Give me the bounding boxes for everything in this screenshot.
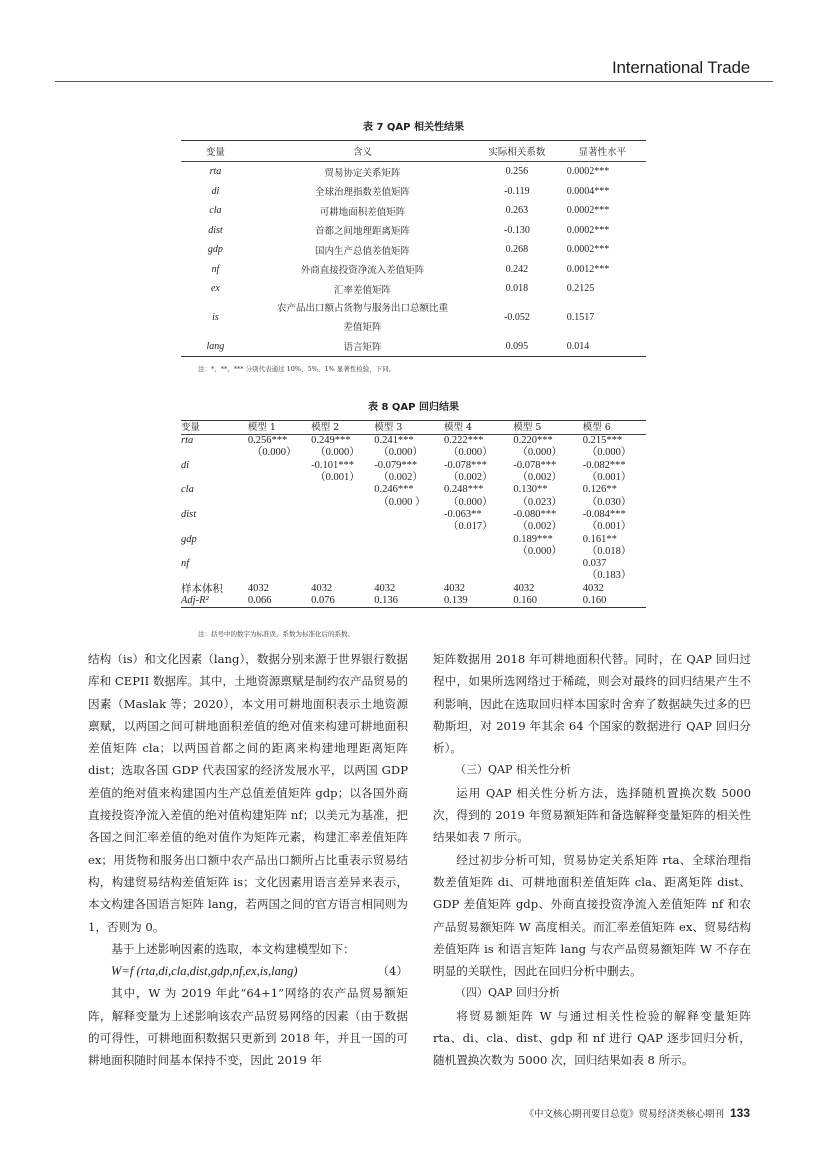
table8-row-coefficient <box>181 484 646 496</box>
table7-cell-significance: 0.0002*** <box>566 244 610 256</box>
table8-cell-coefficient: -0.078*** <box>513 459 557 471</box>
table7-cell-meaning: 国内生产总值差值矩阵 <box>314 245 410 257</box>
table8-cell-std-error <box>248 546 311 558</box>
table7-row <box>181 260 646 280</box>
table8-cell-std-error: （0.017） <box>447 521 493 533</box>
table8-cell-std-error: （0.001） <box>586 472 632 484</box>
table7-header-meaning: 含义 <box>250 141 475 162</box>
table8-cell-coefficient: 0.161** <box>582 533 617 545</box>
table8-cell-coefficient: 0.126** <box>582 484 617 496</box>
table7-cell-variable: gdp <box>207 244 223 256</box>
table7-cell-meaning: 语言矩阵 <box>250 337 475 357</box>
page-number: 133 <box>729 1106 750 1120</box>
table8-cell-std-error <box>248 472 311 484</box>
table7-cell-correlation: 0.263 <box>505 205 529 217</box>
right-column <box>433 648 751 1072</box>
table7-meaning-line: 农产品出口额占货物与服务出口总额比重 <box>276 302 448 314</box>
table7-cell-meaning: 外商直接投资净流入差值矩阵 <box>300 265 425 277</box>
table8-cell-coefficient: 0.249*** <box>311 435 351 447</box>
table8-cell-coefficient <box>311 558 374 570</box>
table8-caption: 表 8 QAP 回归结果 <box>368 402 459 413</box>
table8-cell-sample: 4032 <box>374 582 396 594</box>
table7-cell-meaning: 可耕地面积差值矩阵 <box>319 206 406 218</box>
table7-cell-meaning: 首都之间地理距离矩阵 <box>314 226 410 238</box>
table8-cell-variable: di <box>181 459 190 471</box>
table8-cell-std-error <box>311 496 374 508</box>
table8-row-std-error <box>181 472 646 484</box>
table7-cell-meaning: 贸易协定关系矩阵 <box>324 167 401 179</box>
right-paragraph-4: 将贸易额矩阵 W 与通过相关性检验的解释变量矩阵 rta、di、cla、dist、gdp 和 nf 进行 QAP 逐步回归分析，随机置换次数为 5000 次，回归结果如表 8 所示。 <box>433 1008 751 1068</box>
table8-header-model-6: 模型 6 <box>583 421 646 435</box>
table8-cell-coefficient: -0.082*** <box>582 459 626 471</box>
table8-cell-std-error <box>444 546 513 558</box>
right-paragraph-3: 经过初步分析可知，贸易协定关系矩阵 rta、全球治理指数差值矩阵 di、可耕地面积差值矩阵 cla、距离矩阵 dist、GDP 差值矩阵 gdp、外商直接投资净流入差值矩阵 nf 和农产品贸易额矩阵 W 高度相关。而汇率差值矩阵 ex、贸易结构差值矩阵 is 和语言矩阵 lang 与农产品贸易额矩阵 W 不存在明显的关联性，因此在回归分析中删去。 <box>433 852 751 979</box>
table8-row-std-error <box>181 570 646 582</box>
table7-cell-correlation: 0.095 <box>475 337 559 357</box>
right-paragraph-1: 矩阵数据用 2018 年可耕地面积代替。同时，在 QAP 回归过程中，如果所选网络过于稀疏，则会对最终的回归结果产生不利影响，因此在选取回归样本国家时舍弃了数据缺失过多的巴勒斯坦，对 2019 年其余 64 个国家的数据进行 QAP 回归分析）。 <box>433 652 751 756</box>
table8-cell-std-error <box>248 521 311 533</box>
table8-cell-coefficient <box>248 533 311 545</box>
table8-cell-coefficient: 0.220*** <box>513 435 553 447</box>
table8-cell-sample: 4032 <box>582 582 604 594</box>
table8-cell-std-error <box>374 570 444 582</box>
table8-row-coefficient <box>181 509 646 521</box>
table8-cell-empty <box>181 496 248 508</box>
table8-cell-std-error <box>444 570 513 582</box>
table8-cell-adj-r2: 0.076 <box>311 595 374 608</box>
left-column <box>88 648 408 1072</box>
table7-cell-variable: lang <box>181 337 250 357</box>
table7-row <box>181 337 646 357</box>
table8-cell-coefficient: -0.080*** <box>513 508 557 520</box>
table8-cell-std-error <box>248 496 311 508</box>
table8-header-model-3: 模型 3 <box>374 421 444 435</box>
table8-cell-coefficient <box>374 533 444 545</box>
table8-cell-coefficient <box>248 509 311 521</box>
table7-cell-significance: 0.1517 <box>566 312 595 323</box>
table8-cell-std-error: （0.001） <box>315 472 360 484</box>
table7-cell-meaning: 汇率差值矩阵 <box>333 284 391 296</box>
table7-row <box>181 182 646 202</box>
page-footer <box>480 1106 750 1120</box>
table8-sample-label: 样本体积 <box>181 582 223 595</box>
table8-cell-std-error: （0.001） <box>586 521 632 533</box>
table8-header-model-1: 模型 1 <box>248 421 311 435</box>
table8-row-std-error <box>181 546 646 558</box>
table7-cell-variable: ex <box>210 283 220 295</box>
table8-cell-coefficient <box>248 558 311 570</box>
table8-cell-coefficient <box>248 460 311 472</box>
table7-cell-significance: 0.0002*** <box>566 166 610 178</box>
section-heading-4: （四）QAP 回归分析 <box>455 986 560 1000</box>
table8-cell-coefficient: -0.063** <box>443 508 482 520</box>
table7-cell-variable: cla <box>209 205 222 217</box>
table7-cell-variable: is <box>212 312 219 323</box>
table8-cell-coefficient: 0.037 <box>582 558 607 570</box>
table7-header-correlation: 实际相关系数 <box>475 141 559 162</box>
table7-cell-correlation: -0.119 <box>504 185 530 197</box>
table7-row <box>181 279 646 299</box>
table7-cell-meaning: 全球治理指数差值矩阵 <box>314 187 410 199</box>
table8-cell-coefficient: -0.101*** <box>311 459 354 471</box>
table8-cell-empty <box>181 521 248 533</box>
table8-adj-r2-label: Adj-R² <box>181 595 248 608</box>
table8-cell-coefficient: 0.215*** <box>582 435 623 447</box>
table8-cell-coefficient <box>374 509 444 521</box>
table7-meaning-line: 差值矩阵 <box>343 321 382 333</box>
table8-cell-coefficient: 0.256*** <box>247 435 288 447</box>
table8-cell-coefficient <box>311 509 374 521</box>
table8-cell-empty <box>181 447 248 459</box>
table8-cell-adj-r2: 0.160 <box>583 595 646 608</box>
table8-cell-coefficient: 0.241*** <box>374 435 414 447</box>
table8-cell-std-error: （0.002） <box>517 521 562 533</box>
table7-cell-correlation: -0.052 <box>504 312 530 323</box>
left-paragraph-3: 其中，W 为 2019 年此“64+1”网络的农产品贸易额矩阵，解释变量为上述影响该农产品贸易网络的因素（由于数据的可得性，可耕地面积数据只更新到 2018 年，并且一国的可耕地面积随时间基本保持不变，因此 2019 年 <box>88 986 408 1068</box>
table8-cell-std-error: （0.002） <box>378 472 423 484</box>
header-rule <box>55 81 773 82</box>
table8-row-coefficient <box>181 558 646 570</box>
table8-note: 注：括号中的数字为标准误，系数为标准化后的系数。 <box>198 630 354 638</box>
table7-row <box>181 221 646 241</box>
table8-cell-adj-r2: 0.160 <box>513 595 582 608</box>
table8-cell-sample: 4032 <box>247 582 269 594</box>
table8-cell-adj-r2: 0.066 <box>248 595 311 608</box>
right-paragraph-2: 运用 QAP 相关性分析方法，选择随机置换次数 5000 次，得到的 2019 年贸易额矩阵和备选解释变量矩阵的相关性结果如表 7 所示。 <box>433 785 751 845</box>
table7-cell-variable: di <box>211 185 220 197</box>
table7-row <box>181 299 646 337</box>
journal-section-title: International Trade <box>612 58 750 77</box>
table8-cell-std-error: （0.000） <box>517 447 562 459</box>
table8-header-model-4: 模型 4 <box>444 421 513 435</box>
table8-cell-variable: nf <box>181 558 190 570</box>
table8-cell-sample: 4032 <box>513 582 535 594</box>
table7-cell-variable: nf <box>211 263 220 275</box>
table7-cell-correlation: -0.130 <box>504 224 530 236</box>
table8-cell-coefficient <box>248 484 311 496</box>
table8-cell-coefficient: 0.130** <box>513 484 548 496</box>
table8-row-std-error <box>181 521 646 533</box>
table8-cell-std-error: （0.002） <box>517 472 562 484</box>
table8-cell-coefficient: 0.222*** <box>443 435 484 447</box>
table8-regression <box>181 420 646 608</box>
table8-cell-std-error <box>374 546 444 558</box>
table8-cell-std-error: （0.002） <box>447 472 493 484</box>
table8-cell-coefficient: 0.246*** <box>374 484 414 496</box>
table8-cell-std-error <box>374 521 444 533</box>
table7-cell-significance: 0.014 <box>559 337 646 357</box>
table8-cell-std-error: （0.023） <box>517 496 562 508</box>
table8-row-adj-r2 <box>181 595 646 608</box>
table8-cell-std-error: （0.000 ） <box>378 496 426 508</box>
table8-cell-coefficient: -0.078*** <box>443 459 487 471</box>
table7-cell-significance: 0.0002*** <box>566 224 610 236</box>
table8-row-sample-size <box>181 583 646 595</box>
table8-cell-std-error: （0.183） <box>586 570 632 582</box>
table8-cell-coefficient: 0.189*** <box>513 533 553 545</box>
table8-cell-sample: 4032 <box>311 582 333 594</box>
formula-expression: W=f (rta,di,cla,dist,gdp,nf,ex,is,lang) <box>111 964 298 979</box>
table7-note: 注：*、**、*** 分别代表通过 10%、5%、1% 显著性检验，下同。 <box>198 365 396 373</box>
table8-cell-coefficient: 0.248*** <box>443 484 484 496</box>
table7-cell-significance: 0.2125 <box>566 283 595 295</box>
table8-cell-std-error: （0.000） <box>251 447 297 459</box>
table8-cell-std-error <box>311 546 374 558</box>
table8-cell-std-error: （0.000） <box>517 545 562 557</box>
table8-cell-empty <box>181 472 248 484</box>
table8-cell-coefficient: -0.079*** <box>374 459 418 471</box>
table7-caption: 表 7 QAP 相关性结果 <box>363 122 464 133</box>
table8-header-variable: 变量 <box>181 421 248 435</box>
table7-cell-significance: 0.0012*** <box>566 263 610 275</box>
table8-cell-empty <box>181 570 248 582</box>
section-heading-3: （三）QAP 相关性分析 <box>455 763 571 777</box>
table8-cell-std-error: （0.018） <box>586 545 632 557</box>
table7-row <box>181 201 646 221</box>
footer-journal: 《中文核心期刊要目总览》贸易经济类核心期刊 <box>524 1109 724 1120</box>
table8-cell-coefficient <box>444 533 513 545</box>
table8-cell-coefficient <box>311 484 374 496</box>
table7-correlation <box>181 140 646 357</box>
table7-header-variable: 变量 <box>181 141 250 162</box>
table8-header-model-2: 模型 2 <box>311 421 374 435</box>
table7-cell-correlation: 0.268 <box>505 244 529 256</box>
table7-row <box>181 162 646 182</box>
table8-cell-coefficient: -0.084*** <box>582 508 626 520</box>
table8-cell-sample: 4032 <box>443 582 465 594</box>
table8-row-coefficient <box>181 533 646 545</box>
table8-cell-variable: dist <box>181 508 197 520</box>
table8-cell-variable: cla <box>181 484 194 496</box>
table8-cell-std-error: （0.000） <box>447 447 493 459</box>
table8-row-std-error <box>181 447 646 459</box>
table8-cell-std-error: （0.000） <box>447 496 493 508</box>
table8-cell-empty <box>181 546 248 558</box>
table7-cell-correlation: 0.256 <box>505 166 529 178</box>
table8-cell-std-error <box>311 570 374 582</box>
table8-cell-coefficient <box>311 533 374 545</box>
table7-cell-correlation: 0.018 <box>505 283 529 295</box>
table8-row-coefficient <box>181 460 646 472</box>
left-paragraph-1: 结构（is）和文化因素（lang），数据分别来源于世界银行数据库和 CEPII 数据库。其中，土地资源禀赋是制约农产品贸易的因素（Maslak 等；2020），本文用可耕地面积表示土地资源禀赋，以两国之间可耕地面积差值的绝对值来构建可耕地面积差值矩阵 cla；以两国首都之间的距离来构建地理距离矩阵 dist；选取各国 GDP 代表国家的经济发展水平，以两国 GDP 差值的绝对值来构建国内生产总值差值矩阵 gdp；以各国外商直接投资净流入差值的绝对值构建矩阵 nf；以美元为基准，把各国之间汇率差值的绝对值作为矩阵元素，构建汇率差值矩阵 ex；用货物和服务出口额中农产品出口额所占比重表示贸易结构，构建贸易结构差值矩阵 is；文化因素用语言差异来表示，本文构建各国语言矩阵 lang，若两国之间的官方语言相同则为 1，否则为 0。 <box>88 652 408 934</box>
table8-row-coefficient <box>181 435 646 448</box>
table8-cell-std-error: （0.000） <box>586 447 632 459</box>
table7-header-significance: 显著性水平 <box>559 141 646 162</box>
table8-cell-std-error: （0.030） <box>586 496 632 508</box>
table8-cell-std-error: （0.000） <box>378 447 423 459</box>
table8-cell-adj-r2: 0.139 <box>444 595 513 608</box>
formula-number: （4） <box>377 964 408 979</box>
table8-cell-coefficient <box>444 558 513 570</box>
table8-cell-std-error <box>311 521 374 533</box>
table8-header-model-5: 模型 5 <box>513 421 582 435</box>
table7-row <box>181 240 646 260</box>
left-paragraph-2: 基于上述影响因素的选取，本文构建模型如下： <box>111 941 355 956</box>
table8-cell-variable: rta <box>181 435 194 447</box>
table8-cell-coefficient <box>374 558 444 570</box>
table7-cell-significance: 0.0004*** <box>566 185 610 197</box>
table7-cell-variable: dist <box>208 224 223 236</box>
table8-cell-std-error <box>248 570 311 582</box>
table8-row-std-error <box>181 496 646 508</box>
table8-cell-std-error <box>513 570 582 582</box>
model-formula <box>88 960 408 982</box>
table8-cell-variable: gdp <box>181 533 197 545</box>
table8-cell-adj-r2: 0.136 <box>374 595 444 608</box>
table8-cell-std-error: （0.000） <box>315 447 360 459</box>
table7-cell-meaning <box>250 299 475 337</box>
table7-cell-significance: 0.0002*** <box>566 205 610 217</box>
table8-cell-coefficient <box>513 558 582 570</box>
table7-cell-correlation: 0.242 <box>505 263 529 275</box>
table7-cell-variable: rta <box>209 166 222 178</box>
